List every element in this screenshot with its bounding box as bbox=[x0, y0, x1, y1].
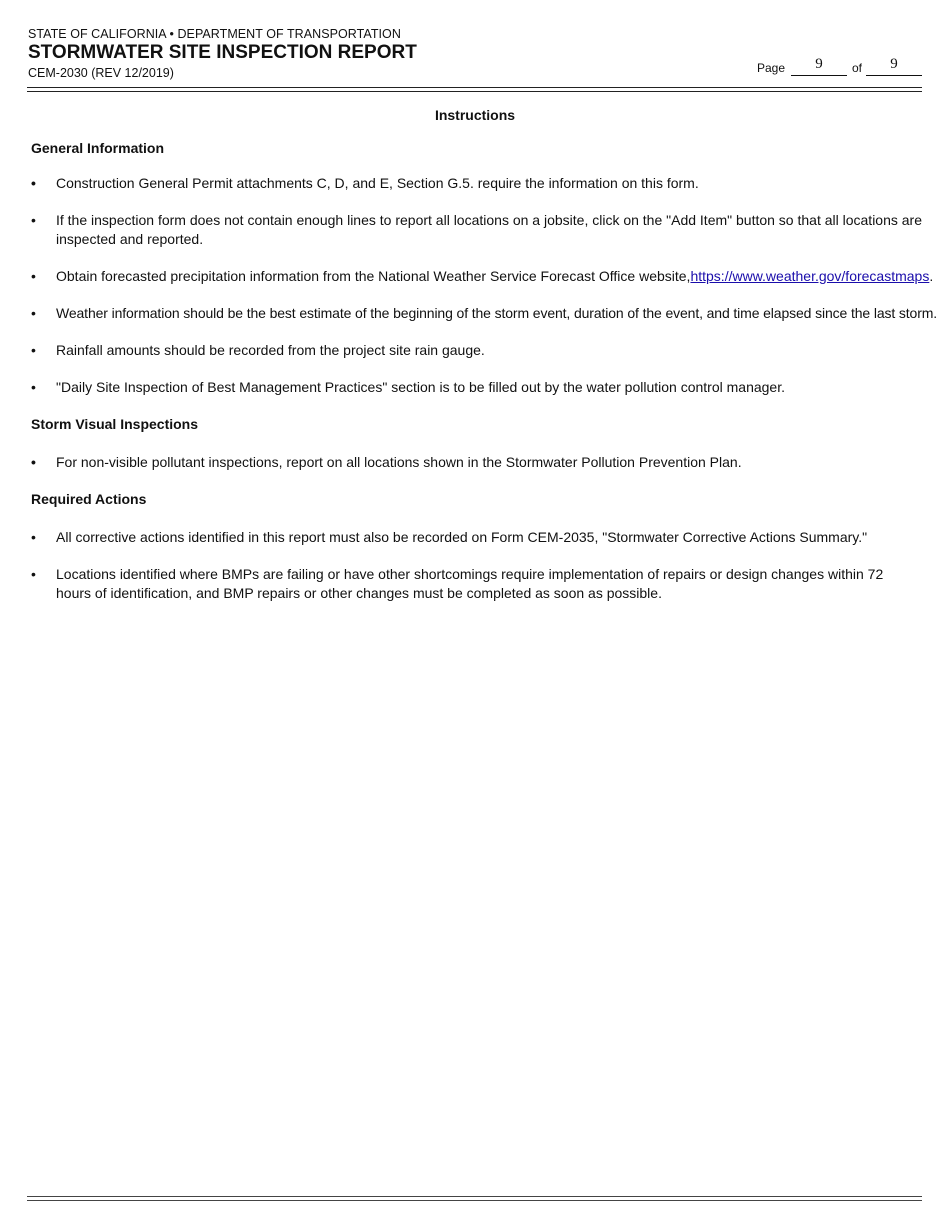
report-title: STORMWATER SITE INSPECTION REPORT bbox=[28, 42, 417, 63]
general-info-heading: General Information bbox=[31, 140, 165, 156]
item-text-main: Obtain forecasted precipitation information from the National Weather Service Forecast Office website, bbox=[56, 268, 691, 284]
item-text: "Daily Site Inspection of Best Management Practices" section is to be filled out by the water pollution control manager. bbox=[56, 379, 785, 395]
bullet: • bbox=[31, 529, 36, 545]
instructions-title: Instructions bbox=[434, 107, 516, 123]
bullet: • bbox=[31, 454, 36, 470]
item-text: Construction General Permit attachments C, D, and E, Section G.5. require the information on this form. bbox=[56, 175, 699, 191]
forecast-maps-link[interactable]: https://www.weather.gov/forecastmaps bbox=[690, 268, 930, 284]
page-number-field[interactable]: 9 bbox=[791, 56, 847, 76]
storm-inspections-heading: Storm Visual Inspections bbox=[31, 416, 199, 432]
footer-rule-thin bbox=[27, 1200, 922, 1201]
page-label: Page bbox=[757, 61, 786, 75]
required-actions-heading: Required Actions bbox=[31, 491, 147, 507]
bullet: • bbox=[31, 268, 36, 284]
item-text: All corrective actions identified in this report must also be recorded on Form CEM-2035, "Stormwater Corrective Actions Summary." bbox=[56, 529, 868, 545]
bullet: • bbox=[31, 305, 36, 321]
header-rule-thin bbox=[27, 91, 922, 92]
item-text: If the inspection form does not contain enough lines to report all locations on a jobsite, click on the "Add Item" button so that all locations are inspected and reported. bbox=[56, 212, 923, 247]
header-rule bbox=[27, 87, 922, 88]
form-number: CEM-2030 (REV 12/2019) bbox=[28, 66, 174, 80]
page-total-field[interactable]: 9 bbox=[866, 56, 922, 76]
item-text-suffix: . bbox=[929, 268, 934, 284]
bullet: • bbox=[31, 212, 36, 228]
item-text bbox=[56, 267, 934, 286]
item-text: For non-visible pollutant inspections, report on all locations shown in the Stormwater Pollution Prevention Plan. bbox=[56, 454, 742, 470]
item-text: Locations identified where BMPs are failing or have other shortcomings require implementation of repairs or design changes within 72 hours of identification, and BMP repairs or other changes must be completed as soon as possible. bbox=[56, 566, 884, 601]
item-text: Rainfall amounts should be recorded from the project site rain gauge. bbox=[56, 342, 485, 358]
bullet: • bbox=[31, 379, 36, 395]
bullet: • bbox=[31, 175, 36, 191]
bullet: • bbox=[31, 566, 36, 582]
of-label: of bbox=[852, 61, 863, 75]
bullet: • bbox=[31, 342, 36, 358]
footer-rule bbox=[27, 1196, 922, 1197]
agency-line: STATE OF CALIFORNIA • DEPARTMENT OF TRANSPORTATION bbox=[28, 27, 401, 41]
item-text: Weather information should be the best estimate of the beginning of the storm event, duration of the event, and time elapsed since the last storm. bbox=[56, 305, 938, 321]
